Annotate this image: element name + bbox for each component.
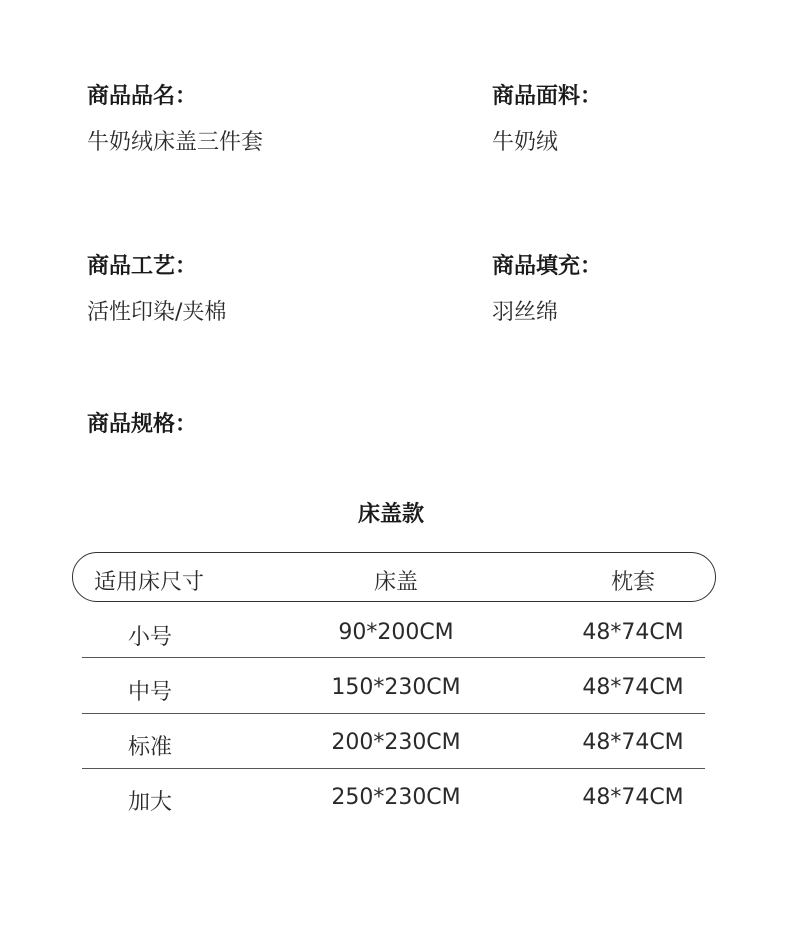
product-filling-label: 商品填充： [492,254,603,279]
header-pillowcase: 枕套 [610,570,655,595]
info-product-spec [87,412,197,438]
product-filling-value: 羽丝绵 [492,300,559,325]
row-size-label: 小号 [128,625,173,650]
product-fabric-value: 牛奶绒 [492,130,559,155]
row-bedspread-size: 150*230CM [331,675,461,700]
product-name-value: 牛奶绒床盖三件套 [87,130,264,155]
info-product-fabric [492,84,602,156]
info-product-name [87,84,263,156]
row-divider [82,768,705,769]
product-fabric-label: 商品面料： [492,84,603,109]
row-bedspread-size: 90*200CM [338,620,454,645]
info-product-filling [492,254,602,326]
header-bedspread: 床盖 [373,570,418,595]
row-size-label: 中号 [128,680,173,705]
product-craft-label: 商品工艺： [87,254,198,279]
row-size-label: 标准 [128,735,173,760]
row-bedspread-size: 250*230CM [331,785,461,810]
header-bed-size: 适用床尺寸 [94,570,205,595]
product-name-label: 商品品名： [87,84,198,109]
row-bedspread-size: 200*230CM [331,730,461,755]
row-pillowcase-size: 48*74CM [582,785,684,810]
size-table-title: 床盖款 [357,502,424,527]
row-pillowcase-size: 48*74CM [582,730,684,755]
info-product-craft [87,254,226,326]
row-size-label: 加大 [128,790,173,815]
product-spec-label: 商品规格： [87,412,198,437]
product-craft-value: 活性印染/夹棉 [87,300,227,325]
row-pillowcase-size: 48*74CM [582,675,684,700]
row-divider [82,657,705,658]
row-pillowcase-size: 48*74CM [582,620,684,645]
row-divider [82,713,705,714]
